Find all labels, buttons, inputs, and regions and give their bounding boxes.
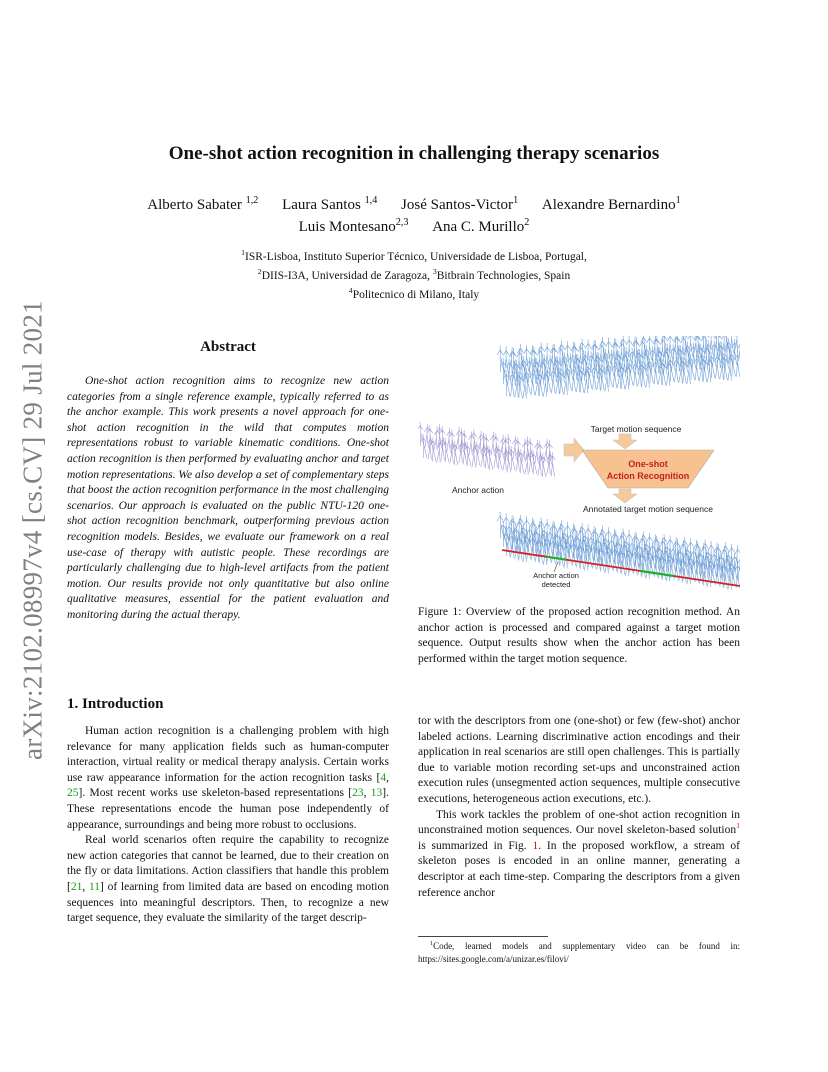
footnote-mark: 1 — [430, 941, 434, 947]
author-line-2 — [60, 216, 768, 238]
affiliations — [60, 248, 768, 305]
affiliation-text: Politecnico di Milano, Italy — [352, 289, 480, 301]
footnote-rule — [418, 936, 548, 937]
author-name: José Santos-Victor — [401, 197, 514, 213]
paragraph: tor with the descriptors from one (one-shot) or few (few-shot) anchor labeled actions. Learning discriminative action encodings and their application in real scenarios are still open challenges. This is partially due to variable motion recording set-ups and unconstrained action execution rules (unsegmented action sequences, multiple consecutive executions, heterogeneous action executions, etc.). — [418, 715, 740, 805]
anchor-arrow — [564, 438, 584, 462]
affiliation-sup: 2 — [257, 267, 262, 277]
author-sup: 1 — [513, 195, 519, 206]
text-run: Real world scenarios often require the capability to recognize new action categories that cannot be learned, due to their creation on the fly or data limitations. Action classifiers that handle this problem [ — [67, 834, 389, 893]
text-run: . In the proposed workflow, a stream of skeleton poses is encoded in an online manner, generating a descriptor at each time-step. Comparing the descriptors from a given reference anchor — [418, 839, 741, 899]
text-run: Human action recognition is a challenging problem with high relevance for many application fields such as human-computer interaction, virtual reality or medical therapy analysis. Certain works use raw appearance information for the action recognition tasks [ — [67, 725, 389, 784]
arxiv-stamp-text: arXiv:2102.08997v4 [cs.CV] 29 Jul 2021 — [17, 300, 48, 760]
author-name: Ana C. Murillo — [432, 219, 525, 235]
detected-label-2: detected — [541, 580, 571, 589]
author — [147, 197, 258, 213]
box-label-2: Action Recognition — [606, 471, 690, 481]
target-sequence-skeletons — [497, 336, 740, 399]
text-run: is summarized in Fig. — [418, 839, 533, 852]
author-name: Alberto Sabater — [147, 197, 242, 213]
author-sup: 2 — [524, 217, 530, 228]
affiliation-text: ISR-Lisboa, Instituto Superior Técnico, Universidade de Lisboa, Portugal, — [245, 251, 587, 263]
section-heading-introduction: 1. Introduction — [67, 696, 164, 712]
detection-green-1 — [546, 557, 566, 560]
paper-title: One-shot action recognition in challenging therapy scenarios — [168, 143, 660, 164]
footnote-text: Code, learned models and supplementary video can be found in: https://sites.google.com/a/unizar.es/filovi/ — [418, 941, 740, 964]
footnote — [418, 940, 740, 966]
author-block — [60, 194, 768, 238]
author — [432, 219, 529, 235]
annotated-sequence-label: Annotated target motion sequence — [583, 504, 713, 514]
text-run: This work tackles the problem of one-shot action recognition in unconstrained motion sequences. Our novel skeleton-based solution — [418, 808, 740, 837]
affiliation-line — [60, 267, 768, 286]
author-name: Laura Santos — [282, 197, 361, 213]
arxiv-stamp — [8, 300, 58, 760]
citation-link[interactable]: 21 — [70, 880, 83, 893]
anchor-action-skeletons — [418, 422, 556, 477]
author — [401, 197, 518, 213]
citation-link[interactable]: 13 — [370, 787, 383, 800]
affiliation-line — [60, 248, 768, 267]
citation-link[interactable]: 4 — [380, 771, 387, 784]
detected-label-1: Anchor action — [533, 571, 579, 580]
affiliation-text: Bitbrain Technologies, Spain — [436, 270, 571, 282]
left-column-text — [67, 724, 389, 927]
right-column-text — [418, 714, 740, 901]
paragraph: Human action recognition is a challenging problem with high relevance for many application fields such as human-computer interaction, virtual reality or medical therapy analysis. Certain works use raw appearance information for the action recognition tasks [4, 25]. Most recent works use skeleton-based representations [23, 13]. These representations encode the human pose independently of appearance, surroundings and being more robust to occlusions. — [67, 725, 389, 831]
affiliation-sup: 4 — [348, 286, 353, 296]
paragraph: Real world scenarios often require the capability to recognize new action categories that cannot be learned, due to their creation on the fly or data limitations. Action classifiers that handle this problem [21, 11] of learning from limited data are based on encoding motion sequences into meaningful descriptors. Then, to recognize a new target sequence, they evaluate the similarity of the target descrip- — [67, 834, 389, 925]
affiliation-sup: 3 — [432, 267, 437, 277]
affiliation-line — [60, 286, 768, 305]
affiliation-sup: 1 — [241, 248, 246, 258]
author — [542, 197, 681, 213]
text-run: ] of learning from limited data are based on encoding motion sequences into meaningful descriptors. Then, to recognize a new target sequence, they evaluate the similarity of the target descrip- — [67, 880, 389, 925]
author-name: Alexandre Bernardino — [541, 197, 676, 213]
author-line-1 — [60, 194, 768, 216]
target-arrow — [613, 434, 637, 449]
footnote-link[interactable]: 1 — [736, 821, 740, 831]
author — [299, 219, 409, 235]
abstract-text: One-shot action recognition aims to recognize new action categories from a single reference example, typically referred to as the anchor example. This work presents a novel approach for one-shot action recognition in the wild that computes motion representations robust to variable kinematic conditions. One-shot action recognition is then performed by evaluating anchor and target motion representations. We also develop a set of complementary steps that boost the action recognition performance in the most challenging scenarios. Our approach is evaluated on the public NTU-120 one-shot action recognition benchmark, outperforming previous action recognition models. Besides, we evaluate our framework on a real use-case of therapy with autistic people. These recordings are particularly challenging due to high-level artifacts from the patient motion. Our results provide not only quantitative but also online qualitative measures, essential for the patient evaluation and monitoring during the actual therapy. — [67, 375, 389, 621]
author-sup: 1,4 — [364, 195, 378, 206]
affiliation-text: DIIS-I3A, Universidad de Zaragoza, — [261, 270, 430, 282]
anchor-action-label: Anchor action — [452, 485, 504, 495]
author-sup: 2,3 — [395, 217, 409, 228]
figure-link[interactable]: 1 — [532, 839, 539, 852]
figure-1 — [418, 336, 740, 598]
author-name: Luis Montesano — [298, 219, 396, 235]
box-label-1: One-shot — [628, 459, 668, 469]
citation-link[interactable]: 23 — [352, 787, 364, 800]
output-arrow — [613, 489, 637, 503]
author-sup: 1,2 — [245, 195, 259, 206]
abstract-heading: Abstract — [200, 339, 256, 355]
citation-link[interactable]: 11 — [88, 880, 101, 893]
figure-caption: Figure 1: Overview of the proposed action recognition method. An anchor action is processed and compared against a target motion sequence. Output results show when the anchor action has been performed within the target motion sequence. — [418, 606, 740, 665]
paragraph — [418, 808, 740, 902]
target-motion-label: Target motion sequence — [590, 424, 682, 434]
figure-1-diagram — [418, 336, 740, 598]
recognition-box — [582, 450, 714, 488]
citation-link[interactable]: 25 — [67, 787, 79, 800]
text-run: ]. Most recent works use skeleton-based representations [ — [78, 787, 353, 800]
text-run: ]. These representations encode the human pose independently of appearance, surroundings and being more robust to occlusions. — [67, 787, 389, 831]
author-sup: 1 — [675, 195, 681, 206]
author — [282, 197, 377, 213]
